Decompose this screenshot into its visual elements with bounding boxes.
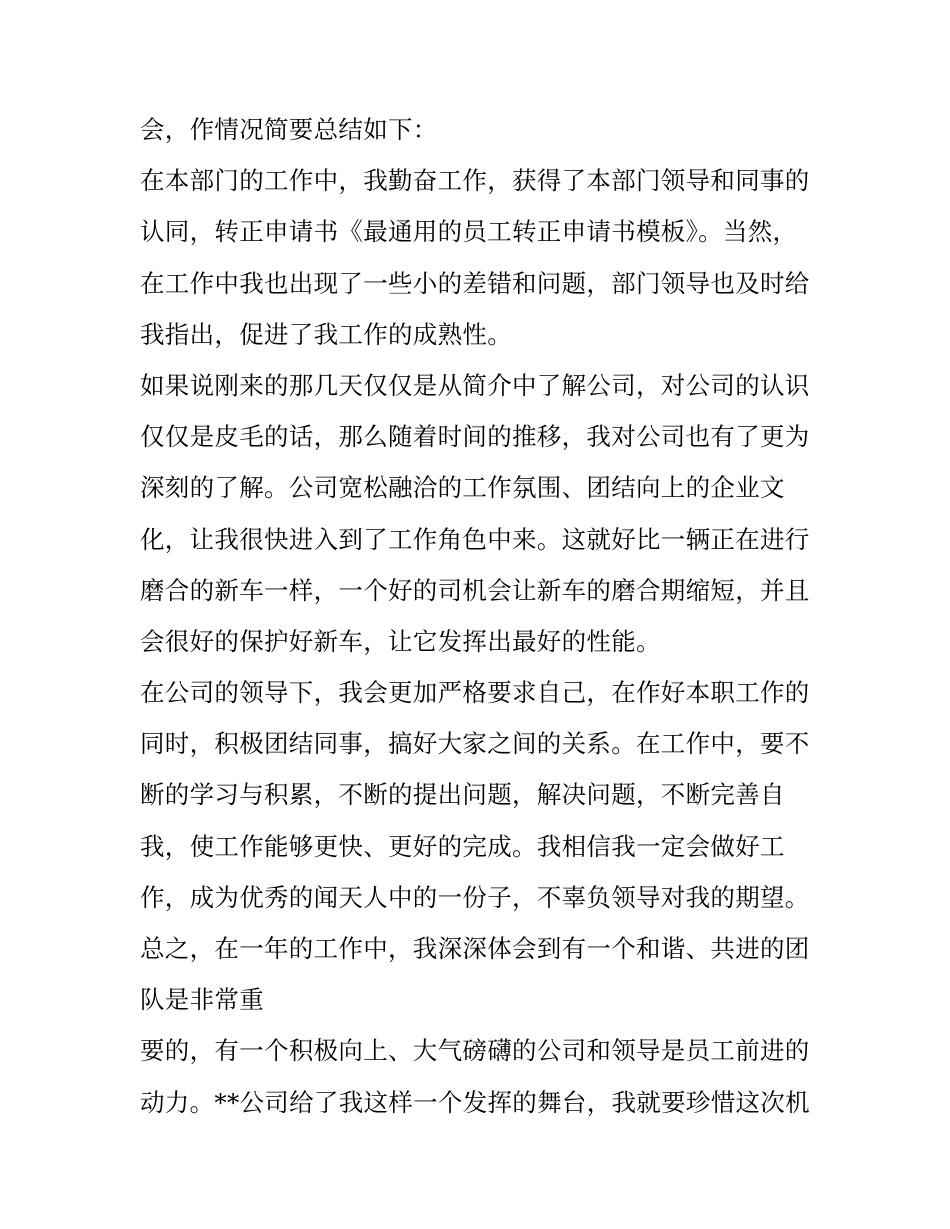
text-line: 总之，在一年的工作中，我深深体会到有一个和谐、共进的团 — [140, 934, 810, 963]
document-body — [140, 109, 830, 1133]
text-line: 认同，转正申请书《最通用的员工转正申请书模板》。当然， — [140, 217, 798, 247]
text-line: 断的学习与积累，不断的提出问题，解决问题，不断完善自 — [140, 780, 785, 810]
text-line: 我指出，促进了我工作的成熟性。 — [140, 319, 512, 349]
text-line: 会，作情况简要总结如下： — [140, 115, 438, 144]
text-line: 化，让我很快进入到了工作角色中来。这就好比一辆正在进行 — [140, 524, 810, 554]
text-line: 要的，有一个积极向上、大气磅礴的公司和领导是员工前进的 — [140, 1036, 810, 1066]
text-line: 动力。**公司给了我这样一个发挥的舞台，我就要珍惜这次机 — [140, 1087, 810, 1117]
text-line: 在工作中我也出现了一些小的差错和问题，部门领导也及时给 — [140, 268, 810, 298]
text-line: 在公司的领导下，我会更加严格要求自己，在作好本职工作的 — [140, 678, 810, 708]
text-line: 会很好的保护好新车，让它发挥出最好的性能。 — [140, 626, 661, 656]
text-line: 磨合的新车一样，一个好的司机会让新车的磨合期缩短，并且 — [140, 575, 810, 605]
text-line: 在本部门的工作中，我勤奋工作，获得了本部门领导和同事的 — [140, 166, 810, 196]
text-line: 深刻的了解。公司宽松融洽的工作氛围、团结向上的企业文 — [140, 473, 785, 503]
text-line: 队是非常重 — [140, 985, 264, 1015]
text-line: 如果说刚来的那几天仅仅是从简介中了解公司，对公司的认识 — [140, 370, 810, 400]
text-line: 同时，积极团结同事，搞好大家之间的关系。在工作中，要不 — [140, 729, 810, 759]
text-line: 我，使工作能够更快、更好的完成。我相信我一定会做好工 — [140, 831, 785, 861]
text-line: 作，成为优秀的闻天人中的一份子，不辜负领导对我的期望。 — [140, 882, 810, 912]
text-line: 仅仅是皮毛的话，那么随着时间的推移，我对公司也有了更为 — [140, 422, 810, 452]
